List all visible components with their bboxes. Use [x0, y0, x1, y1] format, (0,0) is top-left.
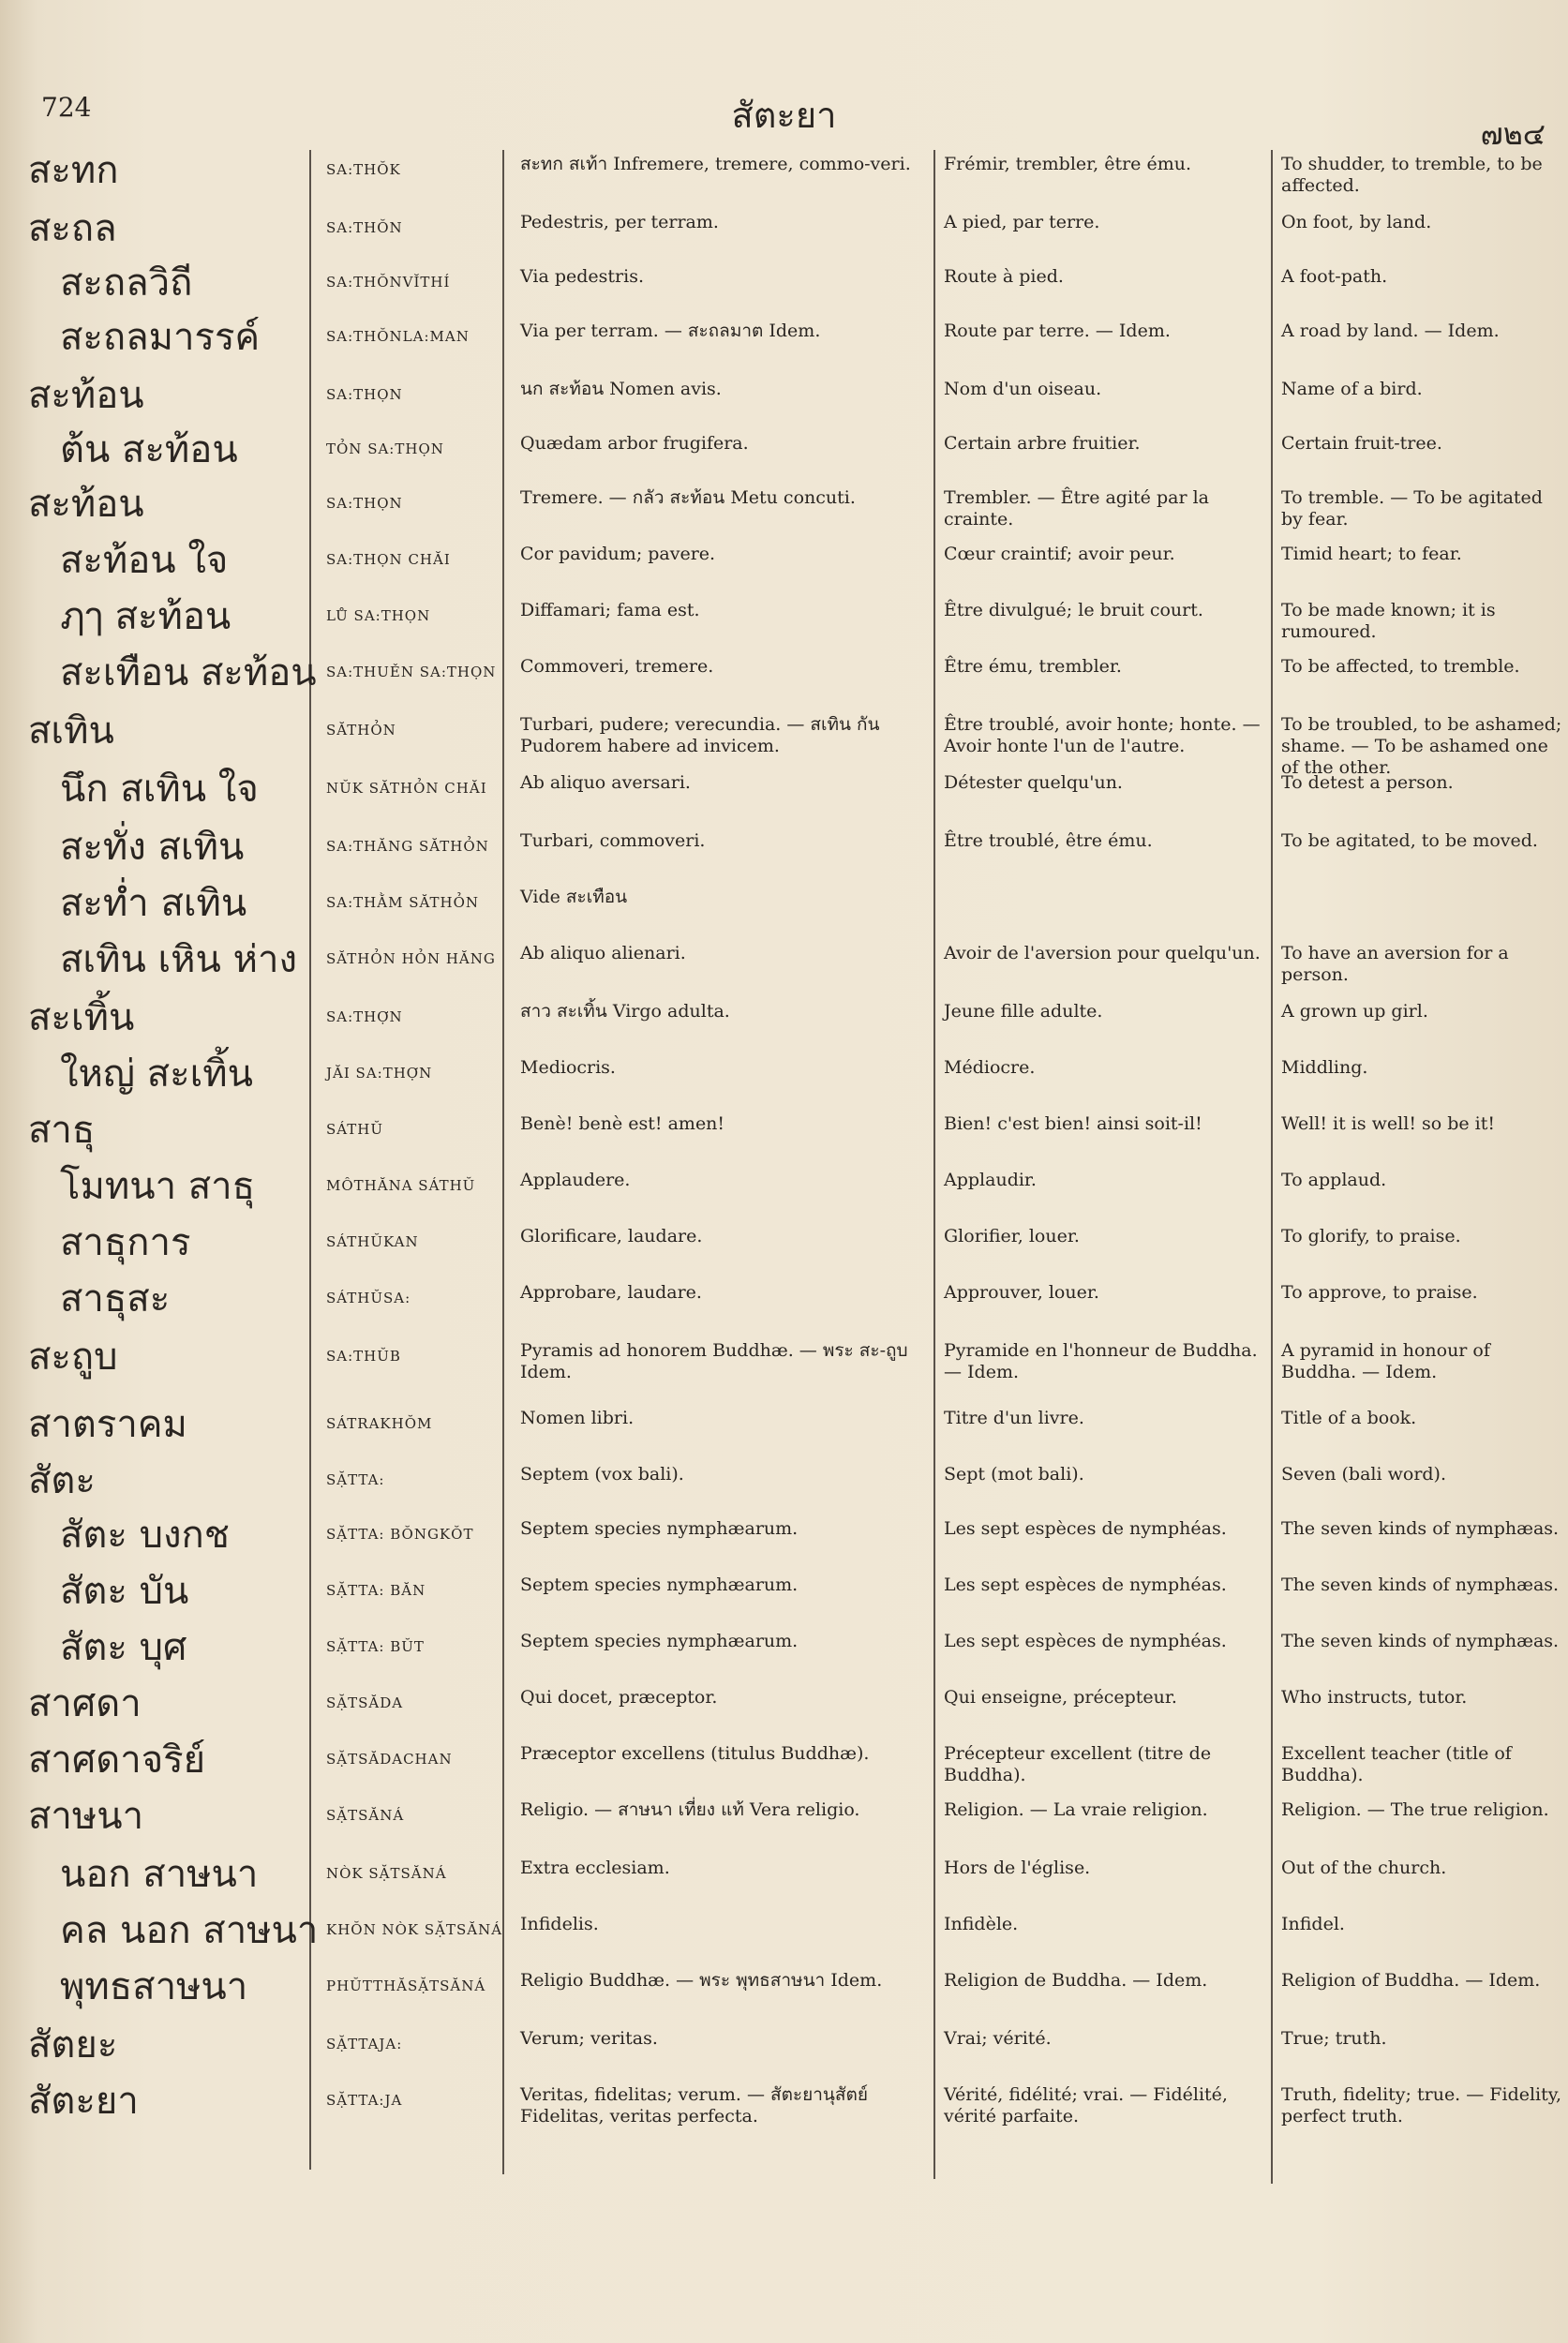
french-definition: Être troublé, être ému.	[944, 830, 1153, 851]
english-definition: To applaud.	[1281, 1170, 1387, 1190]
french-definition: Médiocre.	[944, 1057, 1036, 1078]
english-definition: Religion of Buddha. — Idem.	[1281, 1970, 1541, 1991]
latin-definition: Glorificare, laudare.	[520, 1226, 703, 1246]
romanization: SA:THỌN CHĂI	[326, 551, 451, 568]
romanization: SẶTTA: BĂN	[326, 1582, 426, 1599]
french-definition: Vrai; vérité.	[944, 2028, 1052, 2049]
latin-definition: Turbari, commoveri.	[520, 830, 706, 851]
latin-definition: Via pedestris.	[520, 266, 644, 287]
english-definition: Well! it is well! so be it!	[1281, 1113, 1496, 1134]
latin-definition: Cor pavidum; pavere.	[520, 544, 716, 564]
latin-definition: Veritas, fidelitas; verum. — สัตะยานุสัตย์ Fidelitas, veritas perfecta.	[520, 2084, 868, 2127]
romanization: NÒK SẶTSĂNÁ	[326, 1865, 447, 1882]
thai-headword: สะถลมารรค์	[60, 316, 261, 359]
thai-headword: สัตะ บงกช	[60, 1514, 230, 1557]
english-definition: To have an aversion for a person.	[1281, 943, 1509, 986]
page-number-left: 724	[41, 92, 92, 123]
latin-definition: Ab aliquo aversari.	[520, 772, 691, 793]
english-definition: Truth, fidelity; true. — Fidelity, perfect truth.	[1281, 2084, 1562, 2127]
latin-definition: Quædam arbor frugifera.	[520, 433, 749, 454]
french-definition: Hors de l'église.	[944, 1858, 1091, 1878]
romanization: LŮ SA:THỌN	[326, 607, 431, 624]
romanization: SẶTTA:JA	[326, 2092, 403, 2109]
english-definition: Out of the church.	[1281, 1858, 1447, 1878]
latin-definition: Vide สะเทือน	[520, 887, 628, 907]
romanization: SĂTHỎN	[326, 722, 396, 739]
latin-definition: Approbare, laudare.	[520, 1282, 702, 1303]
romanization: NŬK SĂTHỎN CHĂI	[326, 780, 487, 797]
column-rule-4	[1271, 150, 1273, 2184]
thai-headword: สะท้อน	[28, 483, 144, 526]
romanization: SA:THŎNVĬTHÍ	[326, 274, 451, 291]
thai-headword: สาษนา	[28, 1795, 144, 1838]
column-rule-2	[502, 150, 504, 2174]
thai-headword: สะเทิ้น	[28, 996, 135, 1039]
french-definition: Avoir de l'aversion pour quelqu'un.	[944, 943, 1261, 963]
french-definition: Approuver, louer.	[944, 1282, 1099, 1303]
latin-definition: Mediocris.	[520, 1057, 616, 1078]
thai-headword: พุทธสาษนา	[60, 1965, 248, 2008]
english-definition: Who instructs, tutor.	[1281, 1687, 1468, 1708]
english-definition: To be made known; it is rumoured.	[1281, 600, 1496, 643]
thai-headword: สาธุการ	[60, 1221, 191, 1264]
thai-headword: สะถูบ	[28, 1336, 118, 1379]
french-definition: Être troublé, avoir honte; honte. — Avoir honte l'un de l'autre.	[944, 714, 1261, 757]
latin-definition: Pyramis ad honorem Buddhæ. — พระ สะ-ถูบ Idem.	[520, 1340, 908, 1383]
latin-definition: นก สะท้อน Nomen avis.	[520, 379, 722, 399]
english-definition: To approve, to praise.	[1281, 1282, 1478, 1303]
romanization: SẶTTA: BŎNGKŎT	[326, 1526, 474, 1543]
french-definition: Route par terre. — Idem.	[944, 321, 1171, 341]
romanization: SÁTHŬSA:	[326, 1290, 411, 1306]
latin-definition: Turbari, pudere; verecundia. — สเทิน กัน Pudorem habere ad invicem.	[520, 714, 880, 757]
english-definition: Excellent teacher (title of Buddha).	[1281, 1743, 1512, 1786]
latin-definition: Commoveri, tremere.	[520, 656, 714, 677]
thai-headword: ต้น สะท้อน	[60, 428, 238, 471]
latin-definition: Septem species nymphæarum.	[520, 1631, 799, 1651]
english-definition: The seven kinds of nymphæas.	[1281, 1631, 1560, 1651]
english-definition: On foot, by land.	[1281, 212, 1432, 232]
english-definition: To be troubled, to be ashamed; shame. — To be ashamed one of the other.	[1281, 714, 1562, 779]
latin-definition: Nomen libri.	[520, 1408, 635, 1428]
english-definition: To tremble. — To be agitated by fear.	[1281, 487, 1543, 530]
romanization: SA:THŎK	[326, 161, 401, 178]
french-definition: Glorifier, louer.	[944, 1226, 1080, 1246]
romanization: SẶTTA: BŬT	[326, 1638, 425, 1655]
latin-definition: Septem (vox bali).	[520, 1464, 684, 1485]
english-definition: The seven kinds of nymphæas.	[1281, 1574, 1560, 1595]
french-definition: Religion. — La vraie religion.	[944, 1799, 1208, 1820]
latin-definition: Verum; veritas.	[520, 2028, 658, 2049]
english-definition: A grown up girl.	[1281, 1001, 1428, 1022]
french-definition: Être ému, trembler.	[944, 656, 1122, 677]
romanization: SA:THỌN	[326, 495, 403, 512]
french-definition: Infidèle.	[944, 1914, 1019, 1934]
french-definition: Frémir, trembler, être ému.	[944, 154, 1191, 174]
french-definition: Titre d'un livre.	[944, 1408, 1084, 1428]
latin-definition: Præceptor excellens (titulus Buddhæ).	[520, 1743, 870, 1764]
english-definition: Religion. — The true religion.	[1281, 1799, 1549, 1820]
french-definition: Précepteur excellent (titre de Buddha).	[944, 1743, 1212, 1786]
romanization: SẶTSĂDA	[326, 1694, 404, 1711]
english-definition: Timid heart; to fear.	[1281, 544, 1462, 564]
latin-definition: Diffamari; fama est.	[520, 600, 700, 620]
latin-definition: Qui docet, præceptor.	[520, 1687, 718, 1708]
thai-headword: สเทิน เหิน ห่าง	[60, 938, 297, 981]
latin-definition: Extra ecclesiam.	[520, 1858, 670, 1878]
latin-definition: Religio. — สาษนา เที่ยง แท้ Vera religio.	[520, 1799, 860, 1820]
french-definition: Route à pied.	[944, 266, 1064, 287]
french-definition: Jeune fille adulte.	[944, 1001, 1103, 1022]
english-definition: A pyramid in honour of Buddha. — Idem.	[1281, 1340, 1490, 1383]
latin-definition: Septem species nymphæarum.	[520, 1574, 799, 1595]
thai-headword: โมทนา สาธุ	[60, 1165, 256, 1208]
romanization: SĂTHỎN HỎN HĂNG	[326, 950, 496, 967]
english-definition: Infidel.	[1281, 1914, 1345, 1934]
french-definition	[944, 881, 1267, 887]
english-definition: A foot-path.	[1281, 266, 1388, 287]
thai-headword: สัตะยา	[28, 2080, 139, 2123]
english-definition: Seven (bali word).	[1281, 1464, 1447, 1485]
romanization: TỎN SA:THỌN	[326, 440, 444, 457]
thai-headword: ใหญ่ สะเทิ้น	[60, 1052, 253, 1096]
latin-definition: Ab aliquo alienari.	[520, 943, 686, 963]
thai-headword: สาศดาจริย์	[28, 1739, 206, 1782]
thai-headword: สะท้อน ใจ	[60, 539, 229, 582]
french-definition: Trembler. — Être agité par la crainte.	[944, 487, 1209, 530]
romanization: SA:THĂNG SĂTHỎN	[326, 838, 489, 855]
english-definition: A road by land. — Idem.	[1281, 321, 1500, 341]
thai-headword: สะทก	[28, 149, 119, 192]
thai-headword: ฦๅ สะท้อน	[60, 595, 231, 638]
thai-headword: สัตะ	[28, 1459, 96, 1502]
thai-headword: สะเทือน สะท้อน	[60, 651, 317, 694]
romanization: SÁTHŬ	[326, 1121, 384, 1138]
latin-definition: Via per terram. — สะถลมาต Idem.	[520, 321, 821, 341]
romanization: SÁTHŬKAN	[326, 1233, 419, 1250]
english-definition: Name of a bird.	[1281, 379, 1423, 399]
french-definition: Les sept espèces de nymphéas.	[944, 1631, 1227, 1651]
english-definition: To shudder, to tremble, to be affected.	[1281, 154, 1543, 197]
thai-headword: สัตะ บุศ	[60, 1626, 187, 1669]
french-definition: Cœur craintif; avoir peur.	[944, 544, 1175, 564]
latin-definition: Religio Buddhæ. — พระ พุทธสาษนา Idem.	[520, 1970, 883, 1991]
page-number-right: ๗๒๔	[1480, 116, 1546, 152]
romanization: SÁTRAKHŎM	[326, 1415, 433, 1432]
latin-definition: สะทก สเท้า Infremere, tremere, commo-veri.	[520, 154, 911, 174]
french-definition: A pied, par terre.	[944, 212, 1100, 232]
thai-headword: สาธุสะ	[60, 1277, 171, 1321]
romanization: SẶTSĂNÁ	[326, 1807, 405, 1824]
english-definition: True; truth.	[1281, 2028, 1387, 2049]
thai-headword: สาศดา	[28, 1682, 142, 1725]
french-definition: Être divulgué; le bruit court.	[944, 600, 1203, 620]
thai-headword: นอก สาษนา	[60, 1853, 259, 1896]
latin-definition: สาว สะเทิ้น Virgo adulta.	[520, 1001, 730, 1022]
running-title: สัตะยา	[731, 95, 837, 136]
english-definition: To detest a person.	[1281, 772, 1454, 793]
latin-definition: Pedestris, per terram.	[520, 212, 719, 232]
english-definition: Certain fruit-tree.	[1281, 433, 1442, 454]
thai-headword: สะท้อน	[28, 374, 144, 417]
english-definition	[1281, 881, 1562, 887]
thai-headword: สัตยะ	[28, 2023, 118, 2067]
french-definition: Les sept espèces de nymphéas.	[944, 1574, 1227, 1595]
column-rule-3	[933, 150, 935, 2179]
latin-definition: Benè! benè est! amen!	[520, 1113, 725, 1134]
romanization: SA:THŬB	[326, 1348, 401, 1365]
romanization: SA:THỢN	[326, 1008, 403, 1025]
french-definition: Bien! c'est bien! ainsi soit-il!	[944, 1113, 1202, 1134]
english-definition: To be agitated, to be moved.	[1281, 830, 1538, 851]
latin-definition: Applaudere.	[520, 1170, 631, 1190]
thai-headword: สะท่ำ สเทิน	[60, 882, 247, 925]
thai-headword: สะทั่ง สเทิน	[60, 826, 245, 869]
thai-headword: สาตราคม	[28, 1403, 187, 1446]
french-definition: Applaudir.	[944, 1170, 1037, 1190]
thai-headword: สเทิน	[28, 709, 114, 753]
english-definition: To glorify, to praise.	[1281, 1226, 1461, 1246]
romanization: SẶTSĂDACHAN	[326, 1751, 453, 1768]
english-definition: To be affected, to tremble.	[1281, 656, 1520, 677]
romanization: MÔTHĂNA SÁTHŬ	[326, 1177, 476, 1194]
romanization: SA:THŎN	[326, 219, 403, 236]
french-definition: Sept (mot bali).	[944, 1464, 1084, 1485]
french-definition: Nom d'un oiseau.	[944, 379, 1102, 399]
thai-headword: สะถล	[28, 207, 117, 250]
thai-headword: สัตะ บัน	[60, 1570, 189, 1613]
thai-headword: นึก สเทิน ใจ	[60, 768, 259, 811]
latin-definition: Septem species nymphæarum.	[520, 1518, 799, 1539]
english-definition: Middling.	[1281, 1057, 1368, 1078]
thai-headword: สะถลวิถี	[60, 261, 193, 305]
romanization: SA:THỌN	[326, 386, 403, 403]
latin-definition: Infidelis.	[520, 1914, 599, 1934]
french-definition: Les sept espèces de nymphéas.	[944, 1518, 1227, 1539]
french-definition: Religion de Buddha. — Idem.	[944, 1970, 1208, 1991]
french-definition: Qui enseigne, précepteur.	[944, 1687, 1177, 1708]
romanization: SA:THẰM SĂTHỎN	[326, 894, 480, 911]
romanization: JĂI SA:THỢN	[326, 1065, 433, 1082]
french-definition: Vérité, fidélité; vrai. — Fidélité, vérité parfaite.	[944, 2084, 1228, 2127]
french-definition: Pyramide en l'honneur de Buddha. — Idem.	[944, 1340, 1258, 1383]
romanization: SẶTTAJA:	[326, 2036, 403, 2052]
english-definition: Title of a book.	[1281, 1408, 1417, 1428]
romanization: KHŎN NÒK SẶTSĂNÁ	[326, 1921, 503, 1938]
latin-definition: Tremere. — กลัว สะท้อน Metu concuti.	[520, 487, 856, 508]
french-definition: Certain arbre fruitier.	[944, 433, 1141, 454]
english-definition: The seven kinds of nymphæas.	[1281, 1518, 1560, 1539]
french-definition: Détester quelqu'un.	[944, 772, 1123, 793]
romanization: PHŬTTHĂSẶTSĂNÁ	[326, 1977, 486, 1994]
thai-headword: คล นอก สาษนา	[60, 1909, 319, 1952]
thai-headword: สาธุ	[28, 1109, 96, 1152]
romanization: SA:THŎNLA:MAN	[326, 328, 470, 345]
romanization: SẶTTA:	[326, 1471, 385, 1488]
romanization: SA:THUĚN SA:THỌN	[326, 664, 497, 680]
